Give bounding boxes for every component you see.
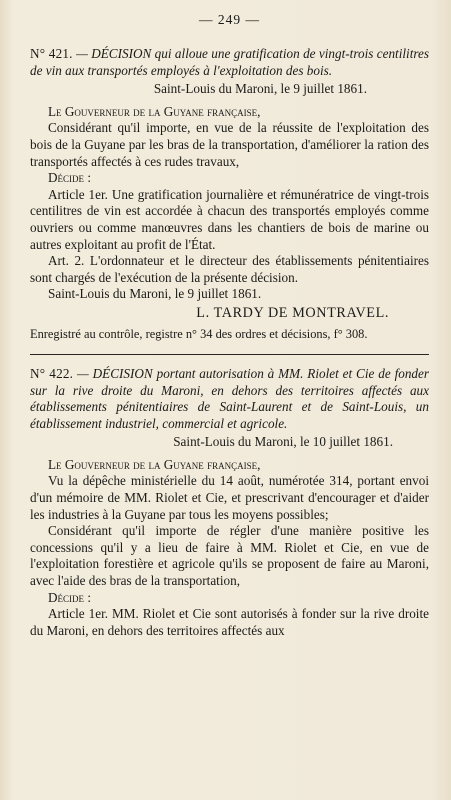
decision-421-registration: Enregistré au contrôle, registre n° 34 des ordres et décisions, f° 308. bbox=[30, 326, 368, 341]
decision-421-decide: Décide : bbox=[48, 170, 91, 186]
decision-421-heading bbox=[30, 46, 429, 79]
decision-421-signature: L. TARDY DE MONTRAVEL. bbox=[196, 304, 389, 321]
decision-421-closing-place: Saint-Louis du Maroni, le 9 juillet 1861. bbox=[48, 286, 262, 302]
decision-422-considerant: Considérant qu'il importe de régler d'une manière positive les concessions qu'il y a lieu de faire à MM. Riolet et Cie, en vue de l'exploitation forestière et agricole qu'ils se proposent de faire au Maroni, avec l'aide des bras de la transportation, bbox=[30, 523, 429, 589]
decision-422-vu: Vu la dépêche ministérielle du 14 août, numérotée 314, portant envoi d'un mémoire de MM. Riolet et Cie, et prescrivant d'encourager et d'aider les industries à la Guyane par tous les moyens possibles; bbox=[30, 473, 429, 522]
decision-421-governor: Le Gouverneur de la Guyane française, bbox=[48, 103, 261, 119]
decision-422-title: — DÉCISION portant autorisation à MM. Riolet et Cie de fonder sur la rive droite du Maroni, en dehors des territoires affectés aux établissements pénitentiaires de Saint-Laurent et de Saint-Louis, un établissement industriel, commercial et agricole. bbox=[30, 365, 430, 431]
decision-422-article-1: Article 1er. MM. Riolet et Cie sont autorisés à fonder sur la rive droite du Maroni, en dehors des territoires affectés aux bbox=[30, 606, 429, 638]
decision-421-considerant: Considérant qu'il importe, en vue de la réussite de l'exploitation des bois de la Guyane par les bras de la transportation, d'améliorer la ration des transportés affectés à ces rudes travaux, bbox=[30, 120, 429, 169]
decision-422-decide: Décide : bbox=[48, 589, 91, 605]
decision-421-place-date: Saint-Louis du Maroni, le 9 juillet 1861. bbox=[153, 81, 367, 97]
decision-422-number: N° 422. bbox=[30, 365, 74, 381]
decision-421 bbox=[30, 46, 429, 342]
decision-422-place-date: Saint-Louis du Maroni, le 10 juillet 1861. bbox=[173, 434, 393, 450]
page-number: — 249 — bbox=[199, 12, 260, 27]
decision-422-governor: Le Gouverneur de la Guyane française, bbox=[48, 456, 261, 472]
decision-422 bbox=[30, 366, 429, 640]
decision-421-article-2: Art. 2. L'ordonnateur et le directeur des établissements pénitentiaires sont chargés de l'exécution de la présente décision. bbox=[30, 253, 429, 285]
decision-421-article-1: Article 1er. Une gratification journalière et rémunératrice de vingt-trois centilitres de vin est accordée à chacun des transportés employés comme ouvriers ou comme manœuvres dans les chantiers de bois de marine ou autres exploitant au profit de l'État. bbox=[30, 186, 429, 252]
decision-422-heading bbox=[30, 366, 429, 432]
decision-421-number: N° 421. bbox=[30, 46, 73, 61]
decision-421-title: — DÉCISION qui alloue une gratification de vingt-trois centilitres de vin aux transportés employés à l'exploitation des bois. bbox=[30, 46, 430, 78]
section-divider bbox=[30, 354, 429, 355]
